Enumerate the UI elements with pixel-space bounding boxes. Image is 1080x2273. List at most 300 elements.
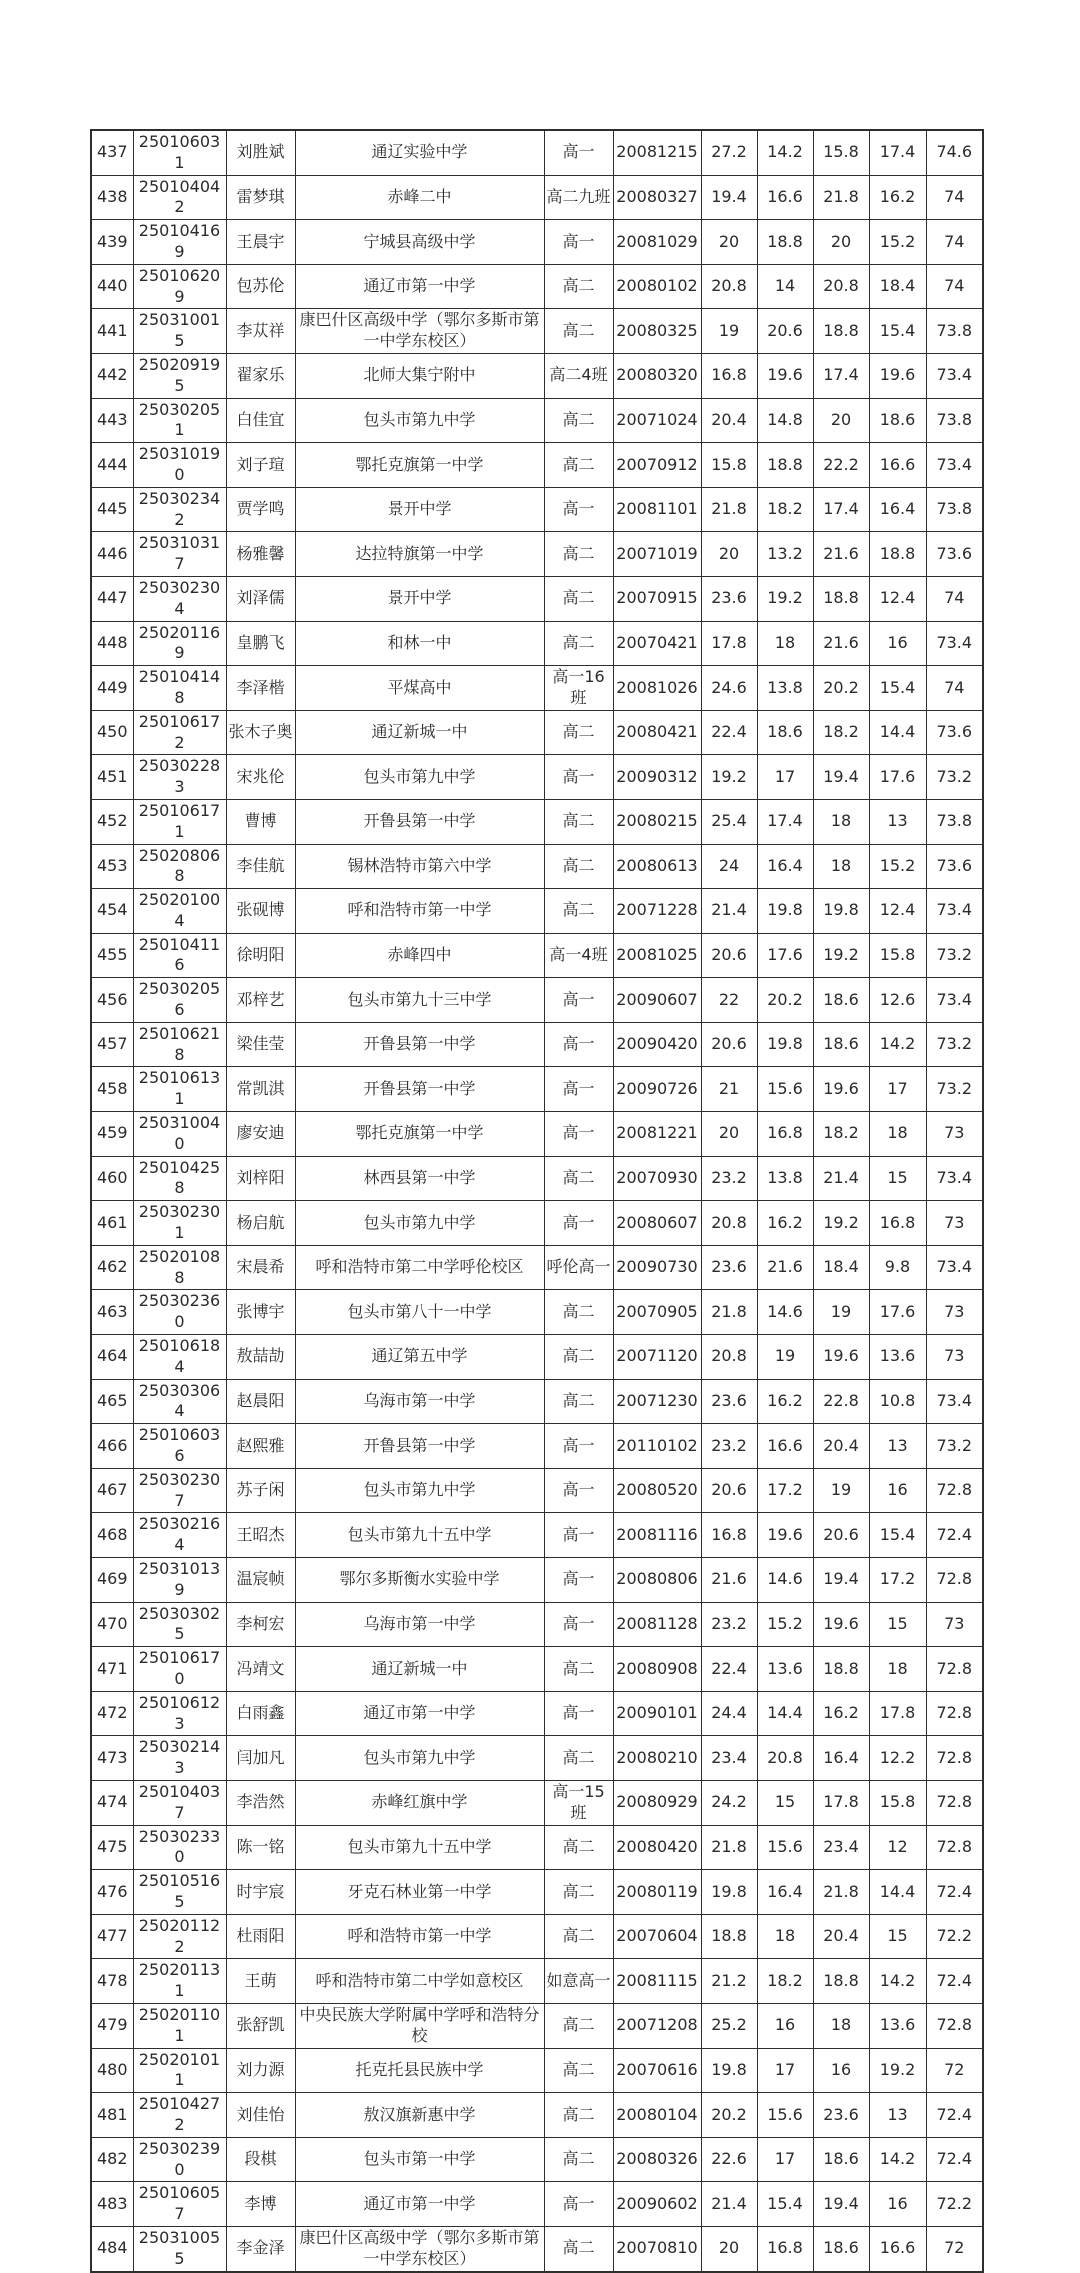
school-cell: 中央民族大学附属中学呼和浩特分校	[295, 2003, 544, 2048]
rank-cell: 451	[91, 755, 133, 800]
name-cell: 刘梓阳	[226, 1156, 295, 1201]
score-2-cell: 20.8	[757, 1736, 813, 1781]
score-2-cell: 16.4	[757, 1870, 813, 1915]
score-3-cell: 21.4	[813, 1156, 869, 1201]
score-2-cell: 14	[757, 264, 813, 309]
grade-class-cell: 高一	[544, 1112, 613, 1157]
score-4-cell: 16.6	[869, 2226, 926, 2271]
score-1-cell: 20.8	[701, 1201, 757, 1246]
name-cell: 李浩然	[226, 1780, 295, 1825]
student-id-cell: 250106218	[133, 1022, 226, 1067]
score-3-cell: 19.4	[813, 755, 869, 800]
score-2-cell: 18.6	[757, 710, 813, 755]
score-4-cell: 9.8	[869, 1245, 926, 1290]
birth-date-cell: 20080520	[613, 1468, 701, 1513]
score-1-cell: 21.4	[701, 889, 757, 934]
birth-date-cell: 20070810	[613, 2226, 701, 2271]
score-2-cell: 19.2	[757, 576, 813, 621]
table-row	[91, 978, 983, 1023]
grade-class-cell: 高一	[544, 487, 613, 532]
rank-cell: 455	[91, 933, 133, 978]
table-row	[91, 1156, 983, 1201]
rank-cell: 484	[91, 2226, 133, 2271]
score-1-cell: 23.4	[701, 1736, 757, 1781]
score-2-cell: 18	[757, 621, 813, 666]
score-4-cell: 16	[869, 621, 926, 666]
table-row	[91, 2137, 983, 2182]
score-4-cell: 12.4	[869, 576, 926, 621]
name-cell: 包苏伦	[226, 264, 295, 309]
score-2-cell: 13.2	[757, 532, 813, 577]
grade-class-cell: 高二	[544, 1914, 613, 1959]
total-score-cell: 73.8	[926, 799, 983, 844]
rank-cell: 465	[91, 1379, 133, 1424]
grade-class-cell: 高一	[544, 1468, 613, 1513]
grade-class-cell: 高二	[544, 1379, 613, 1424]
name-cell: 雷梦琪	[226, 175, 295, 220]
school-cell: 鄂尔多斯衡水实验中学	[295, 1558, 544, 1603]
score-2-cell: 19	[757, 1335, 813, 1380]
score-3-cell: 19.2	[813, 1201, 869, 1246]
table-row	[91, 1290, 983, 1335]
score-2-cell: 18	[757, 1914, 813, 1959]
name-cell: 敖喆劼	[226, 1335, 295, 1380]
score-1-cell: 21.8	[701, 1290, 757, 1335]
total-score-cell: 73.8	[926, 487, 983, 532]
name-cell: 翟家乐	[226, 353, 295, 398]
score-3-cell: 20.6	[813, 1513, 869, 1558]
grade-class-cell: 高一	[544, 130, 613, 175]
school-cell: 包头市第九十五中学	[295, 1513, 544, 1558]
rank-cell: 466	[91, 1424, 133, 1469]
school-cell: 景开中学	[295, 487, 544, 532]
score-2-cell: 15.2	[757, 1602, 813, 1647]
school-cell: 通辽新城一中	[295, 710, 544, 755]
student-id-cell: 250208068	[133, 844, 226, 889]
score-3-cell: 18.2	[813, 1112, 869, 1157]
total-score-cell: 72.4	[926, 2137, 983, 2182]
student-id-cell: 250302307	[133, 1468, 226, 1513]
rank-cell: 477	[91, 1914, 133, 1959]
rank-cell: 467	[91, 1468, 133, 1513]
name-cell: 陈一铭	[226, 1825, 295, 1870]
score-2-cell: 19.6	[757, 1513, 813, 1558]
total-score-cell: 72.8	[926, 1780, 983, 1825]
name-cell: 张木子奥	[226, 710, 295, 755]
birth-date-cell: 20070930	[613, 1156, 701, 1201]
score-2-cell: 18.8	[757, 220, 813, 265]
score-2-cell: 18.8	[757, 443, 813, 488]
student-id-cell: 250302330	[133, 1825, 226, 1870]
total-score-cell: 73.4	[926, 621, 983, 666]
table-row	[91, 175, 983, 220]
total-score-cell: 73.4	[926, 353, 983, 398]
score-1-cell: 19.8	[701, 2048, 757, 2093]
score-2-cell: 15.4	[757, 2182, 813, 2227]
school-cell: 托克托县民族中学	[295, 2048, 544, 2093]
school-cell: 景开中学	[295, 576, 544, 621]
birth-date-cell: 20090420	[613, 1022, 701, 1067]
score-2-cell: 13.6	[757, 1647, 813, 1692]
birth-date-cell: 20070912	[613, 443, 701, 488]
score-2-cell: 14.6	[757, 1290, 813, 1335]
birth-date-cell: 20081029	[613, 220, 701, 265]
student-id-cell: 250302164	[133, 1513, 226, 1558]
grade-class-cell: 高二	[544, 1647, 613, 1692]
score-3-cell: 21.6	[813, 621, 869, 666]
total-score-cell: 73.2	[926, 1424, 983, 1469]
student-id-cell: 250302390	[133, 2137, 226, 2182]
student-id-cell: 250302056	[133, 978, 226, 1023]
table-row	[91, 1513, 983, 1558]
student-id-cell: 250104037	[133, 1780, 226, 1825]
table-row	[91, 130, 983, 175]
table-row	[91, 1424, 983, 1469]
grade-class-cell: 高二	[544, 1156, 613, 1201]
grade-class-cell: 高二	[544, 621, 613, 666]
score-3-cell: 23.6	[813, 2093, 869, 2138]
grade-class-cell: 高二九班	[544, 175, 613, 220]
score-3-cell: 19.6	[813, 1067, 869, 1112]
total-score-cell: 72.4	[926, 1959, 983, 2004]
score-2-cell: 17	[757, 2048, 813, 2093]
student-id-cell: 250106057	[133, 2182, 226, 2227]
rank-cell: 450	[91, 710, 133, 755]
school-cell: 通辽市第一中学	[295, 1691, 544, 1736]
table-row	[91, 532, 983, 577]
score-2-cell: 15.6	[757, 1825, 813, 1870]
score-2-cell: 16.2	[757, 1379, 813, 1424]
rank-cell: 475	[91, 1825, 133, 1870]
rank-cell: 462	[91, 1245, 133, 1290]
name-cell: 张舒凯	[226, 2003, 295, 2048]
score-4-cell: 12.6	[869, 978, 926, 1023]
birth-date-cell: 20110102	[613, 1424, 701, 1469]
score-2-cell: 21.6	[757, 1245, 813, 1290]
total-score-cell: 73.2	[926, 933, 983, 978]
score-4-cell: 15	[869, 1914, 926, 1959]
score-4-cell: 19.2	[869, 2048, 926, 2093]
table-row	[91, 1558, 983, 1603]
student-id-cell: 250209195	[133, 353, 226, 398]
score-4-cell: 17.2	[869, 1558, 926, 1603]
score-table-body	[91, 130, 983, 2272]
name-cell: 梁佳莹	[226, 1022, 295, 1067]
student-id-cell: 250104258	[133, 1156, 226, 1201]
score-3-cell: 22.2	[813, 443, 869, 488]
rank-cell: 453	[91, 844, 133, 889]
total-score-cell: 73	[926, 1335, 983, 1380]
rank-cell: 443	[91, 398, 133, 443]
birth-date-cell: 20081101	[613, 487, 701, 532]
table-row	[91, 1825, 983, 1870]
student-id-cell: 250106031	[133, 130, 226, 175]
score-4-cell: 18	[869, 1647, 926, 1692]
score-4-cell: 15.8	[869, 933, 926, 978]
school-cell: 包头市第九中学	[295, 755, 544, 800]
birth-date-cell: 20080420	[613, 1825, 701, 1870]
score-4-cell: 16	[869, 1468, 926, 1513]
table-row	[91, 487, 983, 532]
table-row	[91, 1780, 983, 1825]
school-cell: 康巴什区高级中学（鄂尔多斯市第一中学东校区）	[295, 309, 544, 354]
score-4-cell: 19.6	[869, 353, 926, 398]
student-id-cell: 250106036	[133, 1424, 226, 1469]
score-2-cell: 17	[757, 2137, 813, 2182]
birth-date-cell: 20080326	[613, 2137, 701, 2182]
score-1-cell: 27.2	[701, 130, 757, 175]
school-cell: 开鲁县第一中学	[295, 1067, 544, 1112]
grade-class-cell: 高二	[544, 2137, 613, 2182]
student-id-cell: 250310040	[133, 1112, 226, 1157]
student-id-cell: 250104042	[133, 175, 226, 220]
grade-class-cell: 高二	[544, 1736, 613, 1781]
table-row	[91, 309, 983, 354]
score-4-cell: 13	[869, 1424, 926, 1469]
score-4-cell: 18.8	[869, 532, 926, 577]
name-cell: 李博	[226, 2182, 295, 2227]
student-id-cell: 250104148	[133, 666, 226, 711]
school-cell: 宁城县高级中学	[295, 220, 544, 265]
rank-cell: 474	[91, 1780, 133, 1825]
name-cell: 邓梓艺	[226, 978, 295, 1023]
name-cell: 贾学鸣	[226, 487, 295, 532]
score-3-cell: 20.4	[813, 1424, 869, 1469]
score-4-cell: 12	[869, 1825, 926, 1870]
school-cell: 包头市第九十三中学	[295, 978, 544, 1023]
score-2-cell: 18.2	[757, 487, 813, 532]
total-score-cell: 72.8	[926, 1736, 983, 1781]
grade-class-cell: 高二	[544, 1335, 613, 1380]
score-4-cell: 18.6	[869, 398, 926, 443]
total-score-cell: 72.4	[926, 1870, 983, 1915]
score-1-cell: 20	[701, 220, 757, 265]
score-1-cell: 20.4	[701, 398, 757, 443]
table-row	[91, 1468, 983, 1513]
rank-cell: 446	[91, 532, 133, 577]
total-score-cell: 73	[926, 1201, 983, 1246]
total-score-cell: 72.8	[926, 1558, 983, 1603]
name-cell: 刘力源	[226, 2048, 295, 2093]
score-2-cell: 19.6	[757, 353, 813, 398]
table-row	[91, 1201, 983, 1246]
score-2-cell: 14.6	[757, 1558, 813, 1603]
total-score-cell: 73.4	[926, 889, 983, 934]
rank-cell: 457	[91, 1022, 133, 1067]
score-4-cell: 17.4	[869, 130, 926, 175]
rank-cell: 463	[91, 1290, 133, 1335]
total-score-cell: 74	[926, 264, 983, 309]
rank-cell: 438	[91, 175, 133, 220]
name-cell: 杨启航	[226, 1201, 295, 1246]
birth-date-cell: 20071019	[613, 532, 701, 577]
school-cell: 赤峰二中	[295, 175, 544, 220]
birth-date-cell: 20080421	[613, 710, 701, 755]
total-score-cell: 73	[926, 1112, 983, 1157]
total-score-cell: 73.4	[926, 978, 983, 1023]
school-cell: 通辽新城一中	[295, 1647, 544, 1692]
total-score-cell: 74	[926, 175, 983, 220]
table-row	[91, 1959, 983, 2004]
birth-date-cell: 20080210	[613, 1736, 701, 1781]
name-cell: 李佳航	[226, 844, 295, 889]
score-4-cell: 15	[869, 1156, 926, 1201]
student-id-cell: 250201088	[133, 1245, 226, 1290]
birth-date-cell: 20081115	[613, 1959, 701, 2004]
table-row	[91, 755, 983, 800]
student-id-cell: 250106171	[133, 799, 226, 844]
name-cell: 苏子闲	[226, 1468, 295, 1513]
total-score-cell: 73	[926, 1602, 983, 1647]
school-cell: 通辽市第一中学	[295, 264, 544, 309]
school-cell: 包头市第一中学	[295, 2137, 544, 2182]
score-3-cell: 18.2	[813, 710, 869, 755]
score-2-cell: 19.8	[757, 1022, 813, 1067]
total-score-cell: 74	[926, 220, 983, 265]
total-score-cell: 72	[926, 2226, 983, 2271]
score-1-cell: 19.2	[701, 755, 757, 800]
birth-date-cell: 20080607	[613, 1201, 701, 1246]
score-4-cell: 14.4	[869, 710, 926, 755]
student-id-cell: 250201169	[133, 621, 226, 666]
birth-date-cell: 20081128	[613, 1602, 701, 1647]
score-1-cell: 24.4	[701, 1691, 757, 1736]
score-1-cell: 20.8	[701, 264, 757, 309]
table-row	[91, 889, 983, 934]
score-1-cell: 23.2	[701, 1156, 757, 1201]
score-4-cell: 13.6	[869, 1335, 926, 1380]
school-cell: 和林一中	[295, 621, 544, 666]
total-score-cell: 72.8	[926, 1691, 983, 1736]
score-1-cell: 23.6	[701, 1245, 757, 1290]
score-1-cell: 22	[701, 978, 757, 1023]
total-score-cell: 73.2	[926, 1067, 983, 1112]
school-cell: 包头市第九中学	[295, 1468, 544, 1513]
score-3-cell: 19.8	[813, 889, 869, 934]
score-1-cell: 22.4	[701, 1647, 757, 1692]
score-3-cell: 19.2	[813, 933, 869, 978]
school-cell: 康巴什区高级中学（鄂尔多斯市第一中学东校区）	[295, 2226, 544, 2271]
grade-class-cell: 高一	[544, 1558, 613, 1603]
student-id-cell: 250303064	[133, 1379, 226, 1424]
grade-class-cell: 呼伦高一	[544, 1245, 613, 1290]
grade-class-cell: 高二	[544, 2226, 613, 2271]
score-1-cell: 24	[701, 844, 757, 889]
school-cell: 乌海市第一中学	[295, 1602, 544, 1647]
score-3-cell: 18.6	[813, 1022, 869, 1067]
birth-date-cell: 20090101	[613, 1691, 701, 1736]
score-1-cell: 21	[701, 1067, 757, 1112]
school-cell: 鄂托克旗第一中学	[295, 443, 544, 488]
grade-class-cell: 高一	[544, 220, 613, 265]
birth-date-cell: 20080929	[613, 1780, 701, 1825]
score-3-cell: 18.6	[813, 2226, 869, 2271]
score-1-cell: 21.6	[701, 1558, 757, 1603]
score-2-cell: 17.6	[757, 933, 813, 978]
table-row	[91, 1870, 983, 1915]
school-cell: 呼和浩特市第一中学	[295, 889, 544, 934]
score-3-cell: 19	[813, 1468, 869, 1513]
score-1-cell: 19.8	[701, 1870, 757, 1915]
total-score-cell: 74	[926, 576, 983, 621]
student-id-cell: 250302342	[133, 487, 226, 532]
rank-cell: 448	[91, 621, 133, 666]
table-row	[91, 1691, 983, 1736]
student-id-cell: 250104169	[133, 220, 226, 265]
total-score-cell: 73.4	[926, 443, 983, 488]
student-id-cell: 250106172	[133, 710, 226, 755]
total-score-cell: 72.8	[926, 1468, 983, 1513]
score-2-cell: 15	[757, 1780, 813, 1825]
table-row	[91, 443, 983, 488]
grade-class-cell: 高一	[544, 755, 613, 800]
grade-class-cell: 高一	[544, 1424, 613, 1469]
score-3-cell: 18.6	[813, 978, 869, 1023]
table-row	[91, 844, 983, 889]
score-3-cell: 18	[813, 799, 869, 844]
score-4-cell: 15.2	[869, 220, 926, 265]
student-id-cell: 250302283	[133, 755, 226, 800]
score-2-cell: 17.2	[757, 1468, 813, 1513]
table-row	[91, 353, 983, 398]
school-cell: 乌海市第一中学	[295, 1379, 544, 1424]
score-4-cell: 17	[869, 1067, 926, 1112]
score-1-cell: 22.4	[701, 710, 757, 755]
rank-cell: 439	[91, 220, 133, 265]
score-1-cell: 20.6	[701, 1022, 757, 1067]
name-cell: 温宸帧	[226, 1558, 295, 1603]
name-cell: 闫加凡	[226, 1736, 295, 1781]
score-4-cell: 18.4	[869, 264, 926, 309]
score-4-cell: 17.6	[869, 755, 926, 800]
total-score-cell: 73.8	[926, 398, 983, 443]
school-cell: 赤峰四中	[295, 933, 544, 978]
student-id-cell: 250201131	[133, 1959, 226, 2004]
score-3-cell: 17.4	[813, 353, 869, 398]
score-2-cell: 17.4	[757, 799, 813, 844]
table-row	[91, 1647, 983, 1692]
rank-cell: 476	[91, 1870, 133, 1915]
student-id-cell: 250201122	[133, 1914, 226, 1959]
score-4-cell: 10.8	[869, 1379, 926, 1424]
birth-date-cell: 20080320	[613, 353, 701, 398]
grade-class-cell: 高二	[544, 443, 613, 488]
rank-cell: 458	[91, 1067, 133, 1112]
score-1-cell: 25.2	[701, 2003, 757, 2048]
student-id-cell: 250310055	[133, 2226, 226, 2271]
score-4-cell: 15.4	[869, 1513, 926, 1558]
name-cell: 刘子瑄	[226, 443, 295, 488]
grade-class-cell: 高一	[544, 1691, 613, 1736]
score-1-cell: 20.2	[701, 2093, 757, 2138]
rank-cell: 444	[91, 443, 133, 488]
total-score-cell: 72.4	[926, 2093, 983, 2138]
score-3-cell: 17.8	[813, 1780, 869, 1825]
student-id-cell: 250201011	[133, 2048, 226, 2093]
name-cell: 杜雨阳	[226, 1914, 295, 1959]
student-id-cell: 250106131	[133, 1067, 226, 1112]
school-cell: 锡林浩特市第六中学	[295, 844, 544, 889]
total-score-cell: 73.8	[926, 309, 983, 354]
total-score-cell: 73.6	[926, 844, 983, 889]
name-cell: 徐明阳	[226, 933, 295, 978]
school-cell: 包头市第九十五中学	[295, 1825, 544, 1870]
table-row	[91, 2182, 983, 2227]
score-4-cell: 15.4	[869, 666, 926, 711]
school-cell: 包头市第九中学	[295, 1736, 544, 1781]
score-4-cell: 18	[869, 1112, 926, 1157]
name-cell: 刘泽儒	[226, 576, 295, 621]
